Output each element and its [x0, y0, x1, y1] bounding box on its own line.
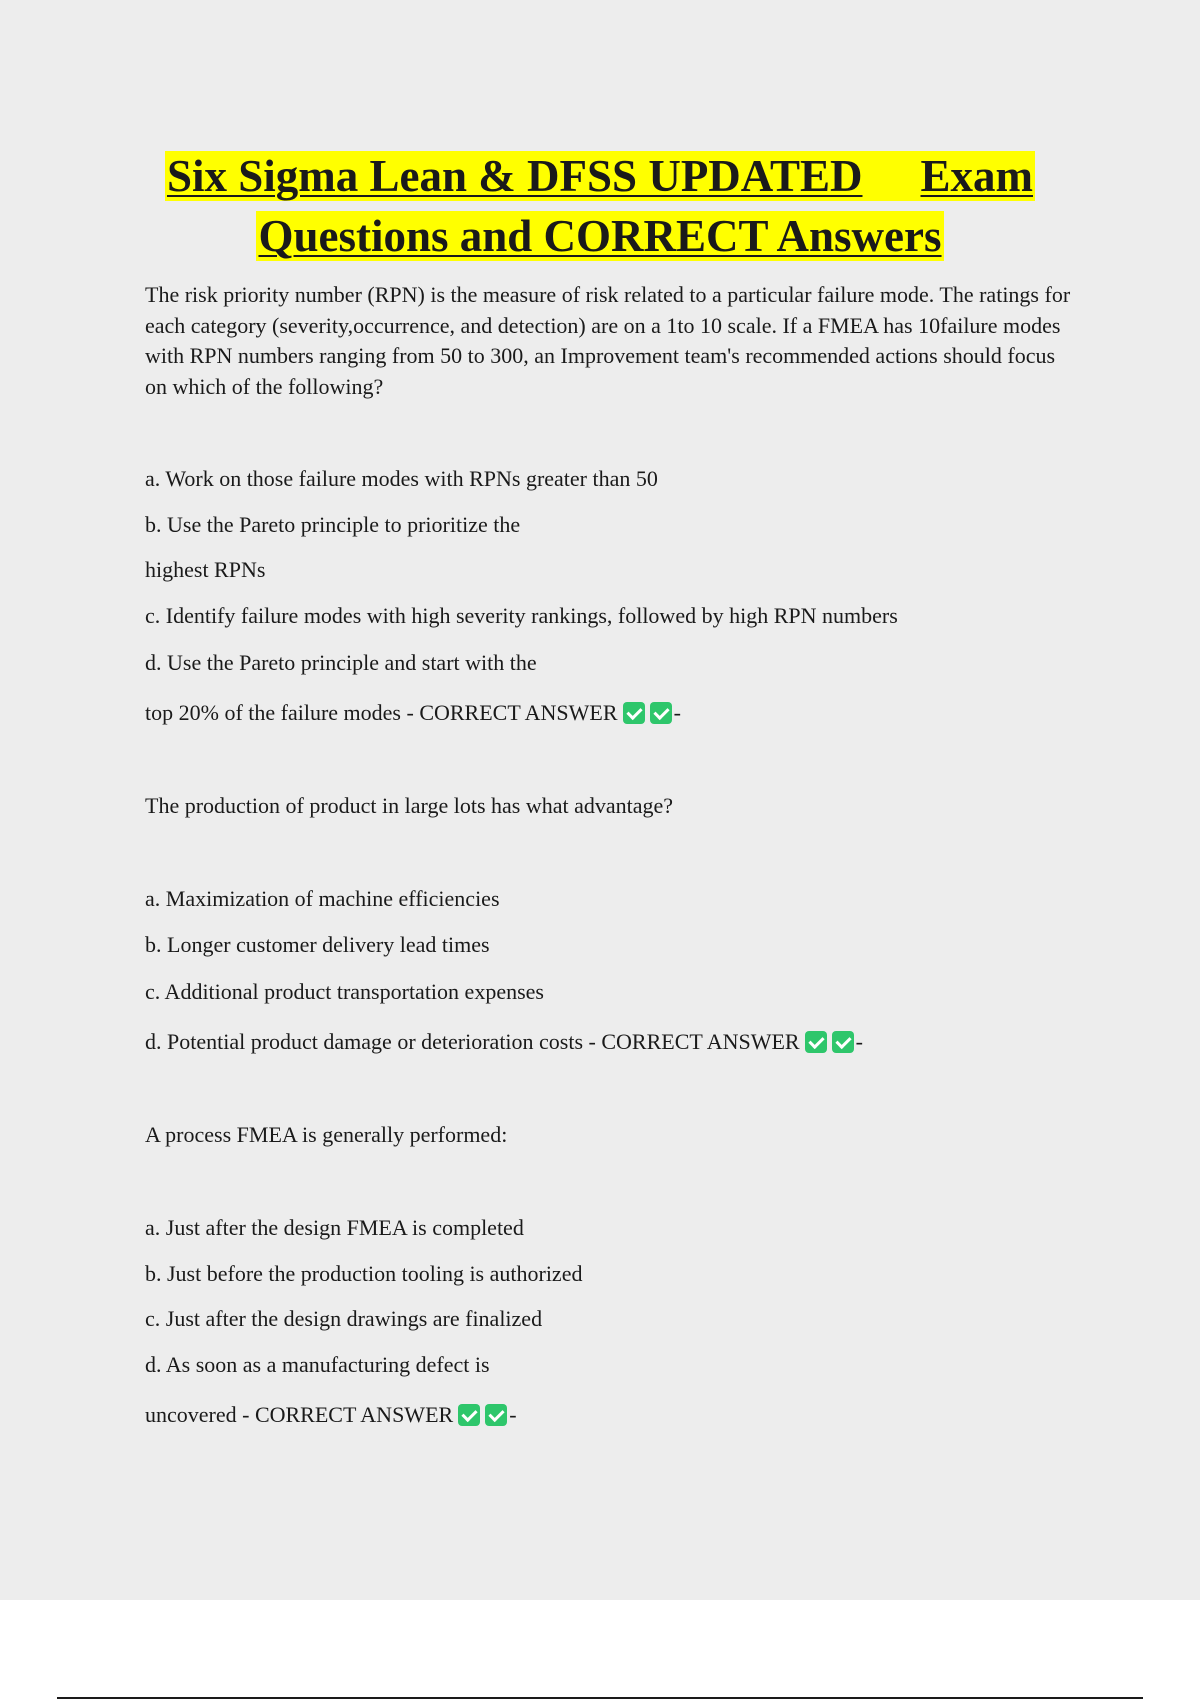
- question-3-option-b: b. Just before the production tooling is authorized: [145, 1261, 583, 1286]
- question-2-option-a: a. Maximization of machine efficiencies: [145, 886, 500, 911]
- title-line-2: [0, 206, 1200, 266]
- check-mark-icon: [805, 1031, 827, 1053]
- question-3-option-d: d. As soon as a manufacturing defect is: [145, 1352, 490, 1377]
- trailing-dash: -: [509, 1402, 517, 1427]
- check-mark-icon: [832, 1031, 854, 1053]
- question-2-prompt: The production of product in large lots has what advantage?: [145, 793, 674, 818]
- question-3-option-d-cont: uncovered - CORRECT ANSWER: [145, 1402, 454, 1427]
- question-1-option-d: d. Use the Pareto principle and start with the: [145, 650, 537, 675]
- title-highlight-1: [165, 151, 1035, 201]
- title-line-1-right: Exam: [920, 151, 1033, 201]
- check-mark-icon: [623, 702, 645, 724]
- trailing-dash: -: [673, 700, 681, 725]
- title-line-1-left: Six Sigma Lean & DFSS UPDATED: [166, 151, 863, 201]
- question-1-option-c: c. Identify failure modes with high severity rankings, followed by high RPN numbers: [145, 603, 898, 628]
- question-1-option-d-cont: top 20% of the failure modes - CORRECT ANSWER: [145, 700, 618, 725]
- question-2-option-d: d. Potential product damage or deterioration costs - CORRECT ANSWER: [145, 1029, 800, 1054]
- question-3-option-c: c. Just after the design drawings are finalized: [145, 1306, 543, 1331]
- question-1-option-a: a. Work on those failure modes with RPNs greater than 50: [145, 466, 658, 491]
- check-mark-icon: [485, 1404, 507, 1426]
- title-line-1: [0, 146, 1200, 206]
- question-3-prompt: A process FMEA is generally performed:: [145, 1122, 508, 1147]
- question-3-answer-line: [145, 1401, 517, 1429]
- question-2-option-b: b. Longer customer delivery lead times: [145, 932, 490, 957]
- question-1-prompt: The risk priority number (RPN) is the measure of risk related to a particular failure mode. The ratings for each category (severity,occurrence, and detection) are on a 1to 10 scale. If a FMEA has 10failure modes with RPN numbers ranging from 50 to 300, an Improvement team's recommended actions should focus on which of the following?: [145, 282, 1071, 399]
- check-mark-icon: [650, 702, 672, 724]
- trailing-dash: -: [855, 1029, 863, 1054]
- question-3-option-a: a. Just after the design FMEA is completed: [145, 1215, 524, 1240]
- question-2-option-c: c. Additional product transportation expenses: [145, 979, 544, 1004]
- check-mark-icon: [458, 1404, 480, 1426]
- question-1-option-b-cont: highest RPNs: [145, 557, 266, 582]
- title-line-2-text: Questions and CORRECT Answers: [258, 211, 942, 261]
- question-2-answer-line: [145, 1028, 863, 1056]
- question-1-option-b: b. Use the Pareto principle to prioritize the: [145, 512, 521, 537]
- question-1-answer-line: [145, 699, 681, 727]
- page-title: [0, 146, 1200, 266]
- bottom-divider: [57, 1697, 1143, 1699]
